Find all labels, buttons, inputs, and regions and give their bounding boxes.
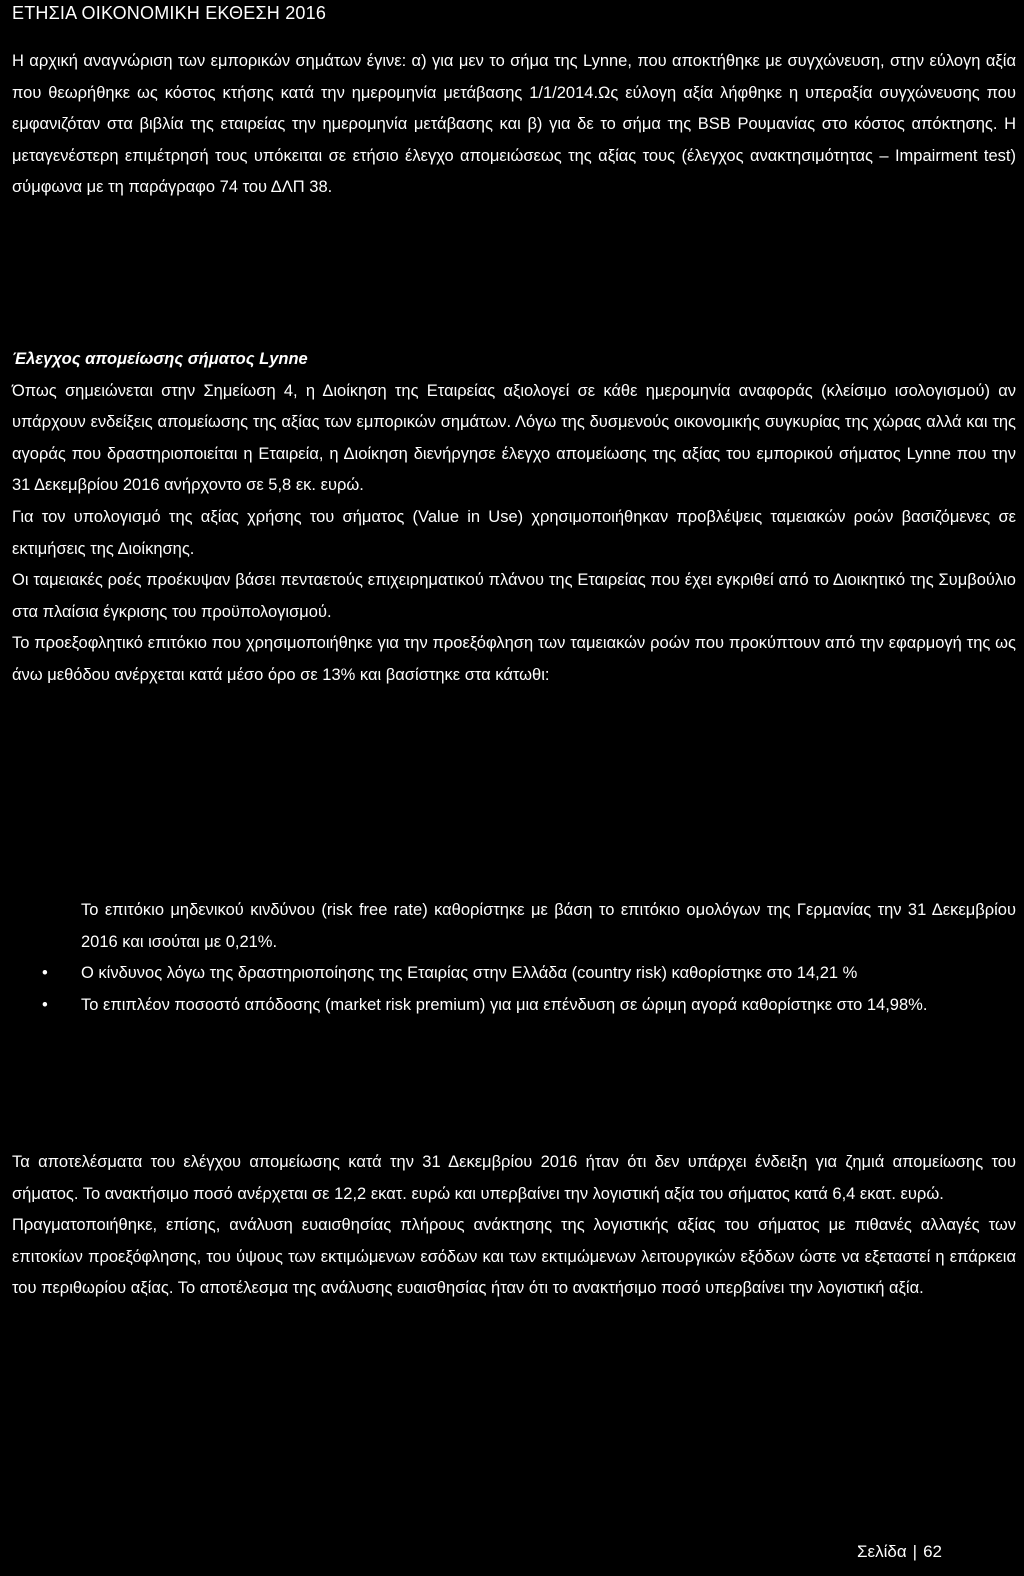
assumptions-list <box>12 895 1016 1021</box>
list-item <box>12 958 1016 990</box>
bullet-marker: • <box>42 995 48 1014</box>
impairment-section <box>12 344 1016 692</box>
section-paragraph-2: Για τον υπολογισμό της αξίας χρήσης του σήματος (Value in Use) χρησιμοποιήθηκαν προβλέψεις ταμειακών ροών βασιζόμενες σε εκτιμήσεις της Διοίκησης. <box>12 507 1016 558</box>
section-heading: Έλεγχος απομείωσης σήματος Lynne <box>12 350 308 368</box>
page-number: 62 <box>923 1542 942 1561</box>
list-item-text: Το επιπλέον ποσοστό απόδοσης (market risk premium) για μια επένδυση σε ώριμη αγορά καθορίστηκε στο 14,98%. <box>81 995 928 1014</box>
intro-text: Η αρχική αναγνώριση των εμπορικών σημάτων έγινε: α) για μεν το σήμα της Lynne, που αποκτήθηκε με συγχώνευση, στην εύλογη αξία που θεωρήθηκε ως κόστος κτήσης κατά την ημερομηνία μετάβασης 1/1/2014.Ως εύλογη αξία λήφθηκε η υπεραξία συγχώνευσης που εμφανιζόταν στα βιβλία της εταιρείας την ημερομηνία μετάβασης και β) για δε το σήμα της BSB Ρουμανίας στο κόστος απόκτησης. Η μεταγενέστερη επιμέτρησή τους υπόκειται σε ετήσιο έλεγχο απομειώσεως της αξίας τους (έλεγχος ανακτησιμότητας – Impairment test) σύμφωνα με τη παράγραφο 74 του ΔΛΠ 38. <box>12 52 1016 197</box>
list-item <box>12 895 1016 958</box>
section-paragraph-1: Όπως σημειώνεται στην Σημείωση 4, η Διοίκηση της Εταιρείας αξιολογεί σε κάθε ημερομηνία αναφοράς (κλείσιμο ισολογισμού) αν υπάρχουν ενδείξεις απομείωσης της αξίας των εμπορικών σημάτων. Λόγω της δυσμενούς οικονομικής συγκυρίας της χώρας αλλά και της αγοράς που δραστηριοποιείται η Εταιρεία, η Διοίκηση διενήργησε έλεγχο απομείωσης της αξίας του εμπορικού σήματος Lynne που την 31 Δεκεμβρίου 2016 ανήρχοντο σε 5,8 εκ. ευρώ. <box>12 381 1016 495</box>
page-label: Σελίδα <box>857 1542 907 1561</box>
bullet-marker: • <box>42 964 48 983</box>
list-item-text: Ο κίνδυνος λόγω της δραστηριοποίησης της Εταιρίας στην Ελλάδα (country risk) καθορίστηκε στο 14,21 % <box>81 964 858 983</box>
report-header: ΕΤΗΣΙΑ ΟΙΚΟΝΟΜΙΚΗ ΕΚΘΕΣΗ 2016 <box>12 3 327 23</box>
section-paragraph-3: Οι ταμειακές ροές προέκυψαν βάσει πενταετούς επιχειρηματικού πλάνου της Εταιρείας που έχει εγκριθεί από το Διοικητικό της Συμβούλιο στα πλαίσια έγκρισης του προϋπολογισμού. <box>12 571 1016 621</box>
section-paragraph-4: Το προεξοφλητικό επιτόκιο που χρησιμοποιήθηκε για την προεξόφληση των ταμειακών ροών που προκύπτουν από την εφαρμογή της ως άνω μεθόδου ανέρχεται κατά μέσο όρο σε 13% και βασίστηκε στα κάτωθι: <box>12 634 1016 684</box>
footer-separator: | <box>912 1542 918 1561</box>
results-paragraph: Τα αποτελέσματα του ελέγχου απομείωσης κατά την 31 Δεκεμβρίου 2016 ήταν ότι δεν υπάρχει ένδειξη για ζημιά απομείωσης του σήματος. Το ανακτήσιμο ποσό ανέρχεται σε 12,2 εκατ. ευρώ και υπερβαίνει την λογιστική αξία του σήματος κατά 6,4 εκατ. ευρώ. <box>12 1153 1016 1203</box>
list-item-text: Το επιτόκιο μηδενικού κινδύνου (risk free rate) καθορίστηκε με βάση το επιτόκιο ομολόγων της Γερμανίας την 31 Δεκεμβρίου 2016 και ισούται με 0,21%. <box>81 901 1016 951</box>
page-footer <box>857 1541 942 1563</box>
list-item <box>12 990 1016 1022</box>
closing-section <box>12 1147 1016 1305</box>
sensitivity-paragraph: Πραγματοποιήθηκε, επίσης, ανάλυση ευαισθησίας πλήρους ανάκτησης της λογιστικής αξίας του σήματος με πιθανές αλλαγές των επιτοκίων προεξόφλησης, του ύψους των εκτιμώμενων εσόδων και των εκτιμώμενων λειτουργικών εξόδων ώστε να εξεταστεί η επάρκεια του περιθωρίου αξίας. Το αποτέλεσμα της ανάλυσης ευαισθησίας ήταν ότι το ανακτήσιμο ποσό υπερβαίνει την λογιστική αξία. <box>12 1216 1016 1298</box>
intro-paragraph <box>12 46 1016 204</box>
